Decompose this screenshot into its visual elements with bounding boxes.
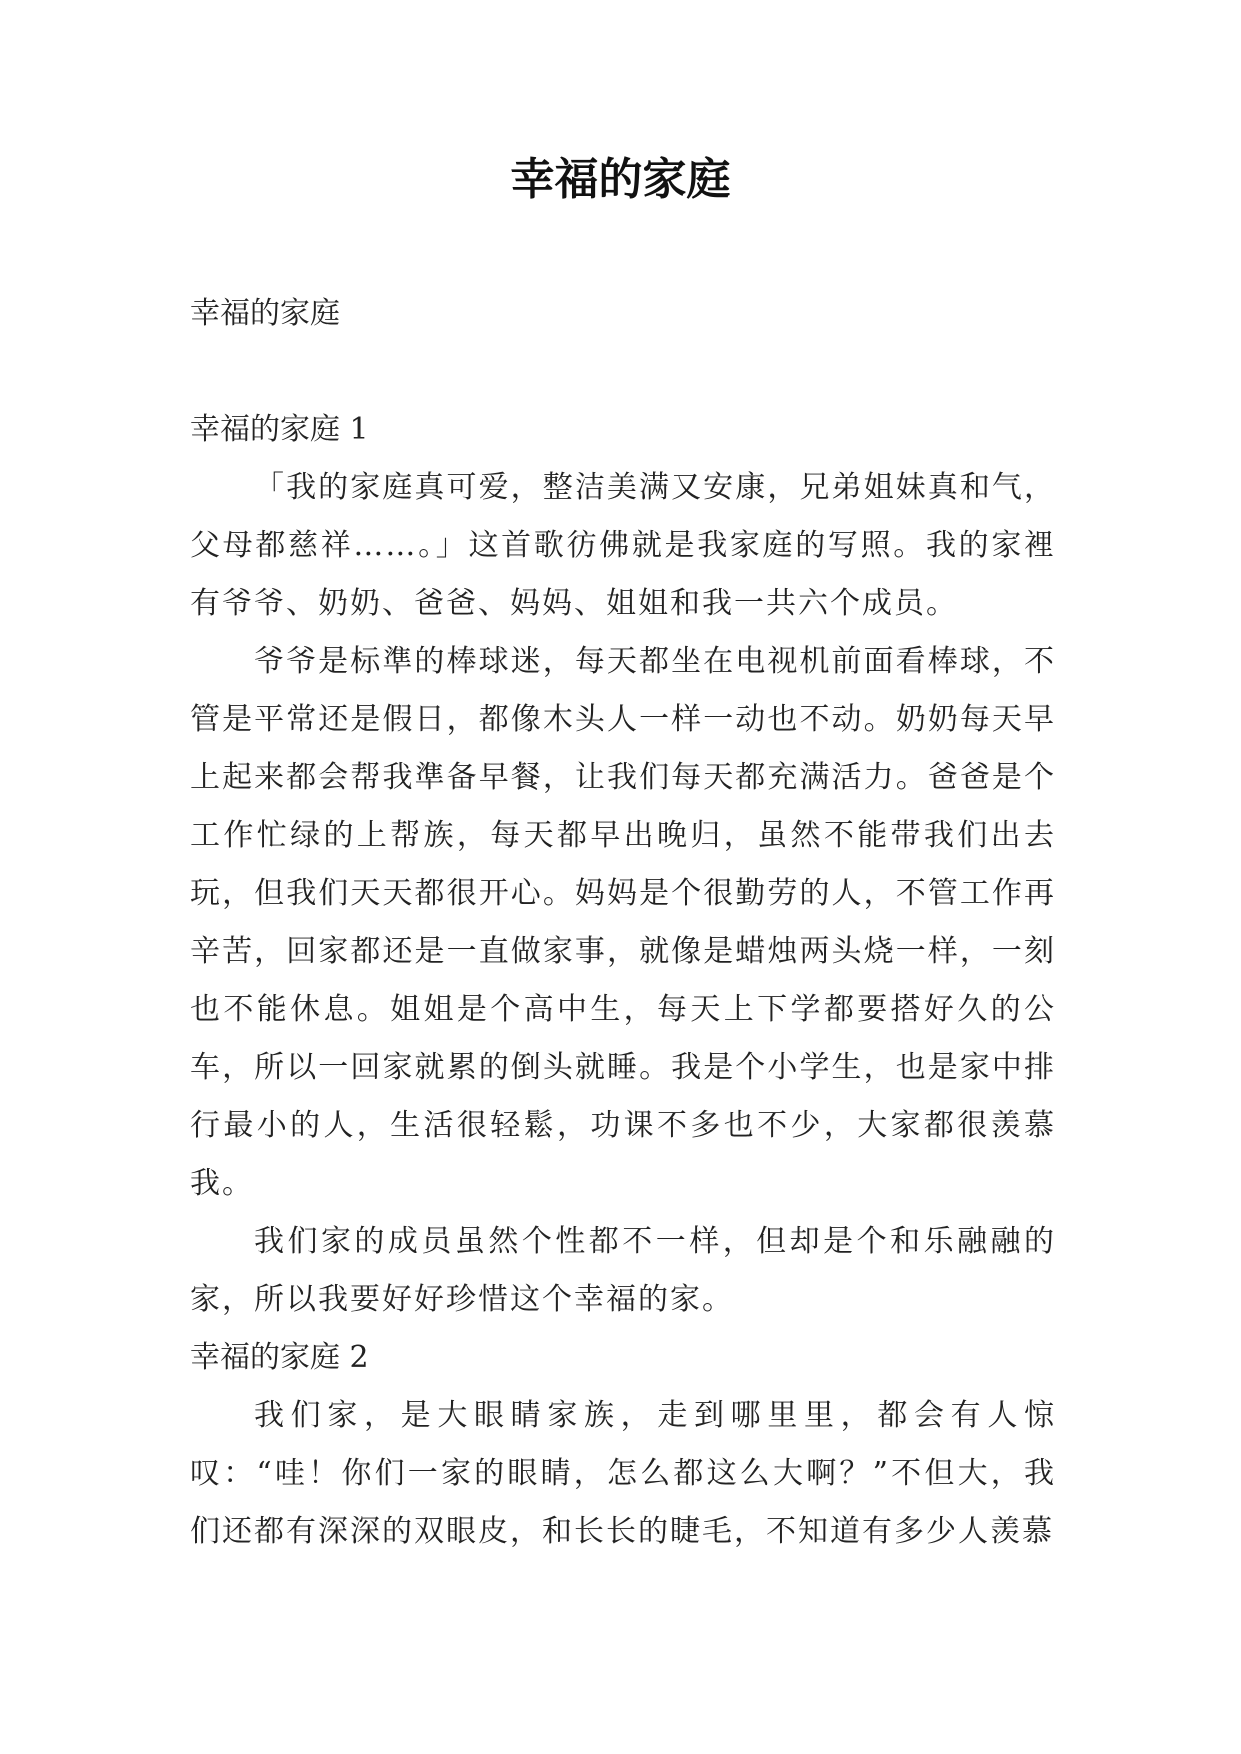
document-body [190, 285, 1056, 1561]
section-heading: 幸福的家庭 1 [190, 412, 369, 447]
paragraph: 我们家，是大眼睛家族，走到哪里里，都会有人惊叹：“哇！你们一家的眼睛，怎么都这么大啊？”不但大，我们还都有深深的双眼皮，和长长的睫毛，不知道有多少人羡慕 [190, 1398, 1056, 1549]
paragraph: 我们家的成员虽然个性都不一样，但却是个和乐融融的家，所以我要好好珍惜这个幸福的家。 [190, 1224, 1056, 1317]
section-1 [190, 401, 1056, 1329]
section-2 [190, 1329, 1056, 1561]
spacer [190, 343, 1056, 401]
paragraph: 「我的家庭真可爱，整洁美满又安康，兄弟姐妹真和气，父母都慈祥……。」这首歌彷佛就是我家庭的写照。我的家裡有爷爷、奶奶、爸爸、妈妈、姐姐和我一共六个成员。 [190, 470, 1056, 621]
section-heading: 幸福的家庭 2 [190, 1340, 369, 1375]
document-title: 幸福的家庭 [510, 154, 731, 205]
paragraph: 爷爷是标準的棒球迷，每天都坐在电视机前面看棒球，不管是平常还是假日，都像木头人一样一动也不动。奶奶每天早上起来都会帮我準备早餐，让我们每天都充满活力。爸爸是个工作忙绿的上帮族，每天都早出晚归，虽然不能带我们出去玩，但我们天天都很开心。妈妈是个很勤劳的人，不管工作再辛苦，回家都还是一直做家事，就像是蜡烛两头烧一样，一刻也不能休息。姐姐是个高中生，每天上下学都要搭好久的公车，所以一回家就累的倒头就睡。我是个小学生，也是家中排行最小的人，生活很轻鬆，功课不多也不少，大家都很羡慕我。 [190, 644, 1056, 1201]
document-subtitle: 幸福的家庭 [190, 296, 340, 331]
